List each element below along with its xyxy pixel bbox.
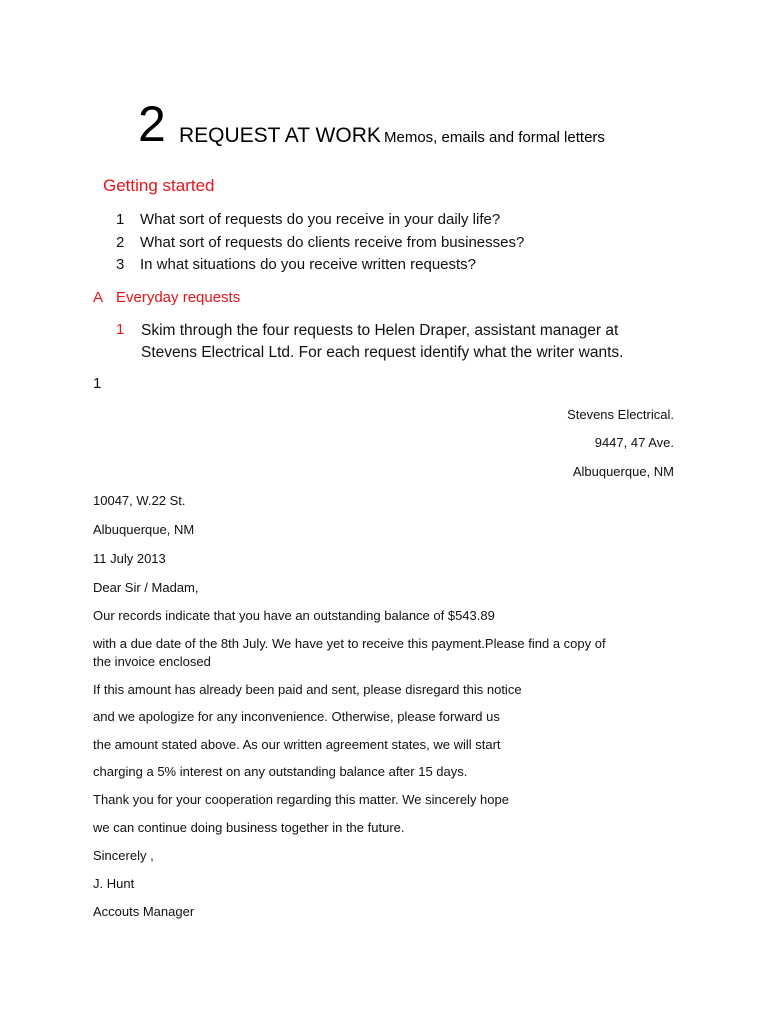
letter-body-line: Our records indicate that you have an outstanding balance of $543.89 [93, 608, 495, 623]
salutation: Dear Sir / Madam, [93, 580, 199, 595]
unit-subtitle: Memos, emails and formal letters [384, 129, 605, 146]
question-text: What sort of requests do clients receive from businesses? [140, 234, 525, 251]
task-number: 1 [116, 321, 125, 338]
unit-number: 2 [138, 96, 166, 152]
letter-body-line: the amount stated above. As our written agreement states, we will start [93, 737, 501, 752]
question-item [116, 210, 500, 230]
signature-name: J. Hunt [93, 876, 135, 891]
letter-body-line: and we apologize for any inconvenience. Otherwise, please forward us [93, 709, 500, 724]
sender-address-line: Albuquerque, NM [572, 464, 674, 479]
letter-body-line: If this amount has already been paid and sent, please disregard this notice [93, 682, 522, 697]
letter-body-line: charging a 5% interest on any outstanding balance after 15 days. [93, 764, 468, 779]
task-instruction-line: Stevens Electrical Ltd. For each request identify what the writer wants. [141, 344, 624, 361]
section-letter: A [93, 289, 104, 306]
recipient-address-line: Albuquerque, NM [93, 522, 195, 537]
getting-started-heading: Getting started [103, 176, 215, 195]
question-item [116, 255, 476, 275]
question-item [116, 233, 524, 253]
question-number: 2 [116, 234, 125, 251]
letter-body-line: Thank you for your cooperation regarding this matter. We sincerely hope [93, 792, 509, 807]
task-instruction-line: Skim through the four requests to Helen Draper, assistant manager at [141, 322, 619, 339]
question-number: 1 [116, 211, 125, 228]
letter-body-line: we can continue doing business together in the future. [93, 820, 405, 835]
sender-address-line: Stevens Electrical. [567, 407, 674, 422]
recipient-address-line: 10047, W.22 St. [93, 493, 186, 508]
question-text: In what situations do you receive written requests? [140, 256, 477, 273]
signature-title: Accouts Manager [93, 904, 195, 919]
question-number: 3 [116, 256, 125, 273]
sender-address-line: 9447, 47 Ave. [594, 435, 674, 450]
letter-body-line: with a due date of the 8th July. We have yet to receive this payment.Please find a copy of [93, 636, 606, 651]
question-text: What sort of requests do you receive in your daily life? [140, 211, 501, 228]
letter-body-line: the invoice enclosed [93, 654, 211, 669]
closing: Sincerely , [93, 848, 154, 863]
letter-date: 11 July 2013 [93, 551, 166, 566]
unit-title: REQUEST AT WORK [179, 124, 381, 147]
letter-number: 1 [93, 375, 102, 392]
section-title: Everyday requests [116, 289, 241, 306]
